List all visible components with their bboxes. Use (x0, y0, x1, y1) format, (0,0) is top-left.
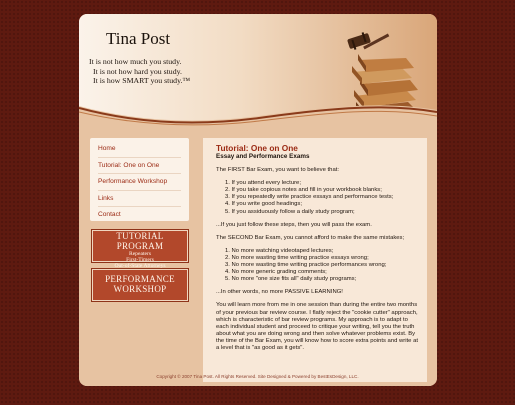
list-item: 4. No more generic grading comments; (225, 269, 327, 276)
sidebar-nav (90, 138, 189, 221)
tutorial-program-line: Repeaters (128, 251, 152, 257)
second-exam-list (216, 248, 421, 283)
nav-item-tutorial[interactable]: Tutorial: One on One (98, 158, 181, 175)
first-exam-list (216, 180, 421, 215)
tutorial-program-line: First-Timers (126, 257, 154, 263)
performance-workshop-title-2: WORKSHOP (113, 284, 167, 294)
paragraph-second-intro: The SECOND Bar Exam, you cannot afford to make the same mistakes; (216, 234, 405, 241)
page-subtitle: Essay and Performance Exams (216, 153, 310, 160)
tutorial-program-line: Out-of-State Attorneys (114, 263, 166, 269)
site-header (79, 14, 437, 130)
nav-item-links[interactable]: Links (98, 191, 181, 208)
paragraph-closing: You will learn more from me in one session than during the entire two months of your previous bar review course. I flatly reject the "cookie cutter" approach, which is characteristic of bar review programs. My approach is to adapt to each individual student and proceed to critique your writing, tell you the truth about what you are doing wrong and then solve whatever problems exist. By the time of the Bar Exam, you will know how to score extra points and write at a level that is "as good as it gets". (216, 302, 419, 351)
list-item: 3. No more wasting time writing practice performances wrong; (225, 262, 387, 269)
performance-workshop-banner[interactable] (92, 269, 188, 301)
footer-copyright: Copyright © 2007 Tina Post. All Rights Reserved. Site Designed & Powered by BestEsDesign, LLC. (156, 374, 359, 379)
list-item: 4. If you write good headings; (225, 201, 302, 208)
paragraph-after-list-2: ...In other words, no more PASSIVE LEARNING! (216, 289, 343, 296)
page-title: Tutorial: One on One (216, 143, 298, 153)
paragraph-intro: The FIRST Bar Exam, you want to believe that: (216, 167, 339, 174)
list-item: 2. If you take copious notes and fill in your workbook blanks; (225, 187, 382, 194)
list-item: 1. If you attend every lecture; (225, 180, 301, 187)
paragraph-after-list-1: ...If you just follow these steps, then you will pass the exam. (216, 221, 372, 228)
list-item: 3. If you repeatedly write practice essays and performance tests; (225, 194, 394, 201)
tagline (89, 57, 249, 86)
body-area (79, 130, 437, 386)
list-item: 1. No more watching videotaped lectures; (225, 247, 334, 254)
list-item: 5. If you assiduously follow a daily study program; (225, 208, 355, 215)
main-content (203, 138, 427, 382)
nav-item-contact[interactable]: Contact (98, 211, 121, 218)
page-container (79, 14, 437, 386)
list-item: 2. No more wasting time writing practice essays wrong; (225, 254, 369, 261)
list-item: 5. No more "one size fits all" daily study programs; (225, 276, 357, 283)
tutorial-program-banner[interactable] (92, 230, 188, 269)
header-wave-decoration (79, 96, 437, 130)
performance-workshop-title: PERFORMANCE (105, 274, 175, 284)
tagline-line-3: It is how SMART you study.™ (93, 76, 191, 85)
tagline-line-1: It is not how much you study. (89, 57, 182, 66)
nav-item-performance-workshop[interactable]: Performance Workshop (98, 174, 181, 191)
nav-item-home[interactable]: Home (98, 141, 181, 158)
site-title: Tina Post (106, 29, 171, 48)
tutorial-program-title: TUTORIAL PROGRAM (116, 231, 164, 251)
tagline-line-2: It is not how hard you study. (93, 66, 182, 76)
